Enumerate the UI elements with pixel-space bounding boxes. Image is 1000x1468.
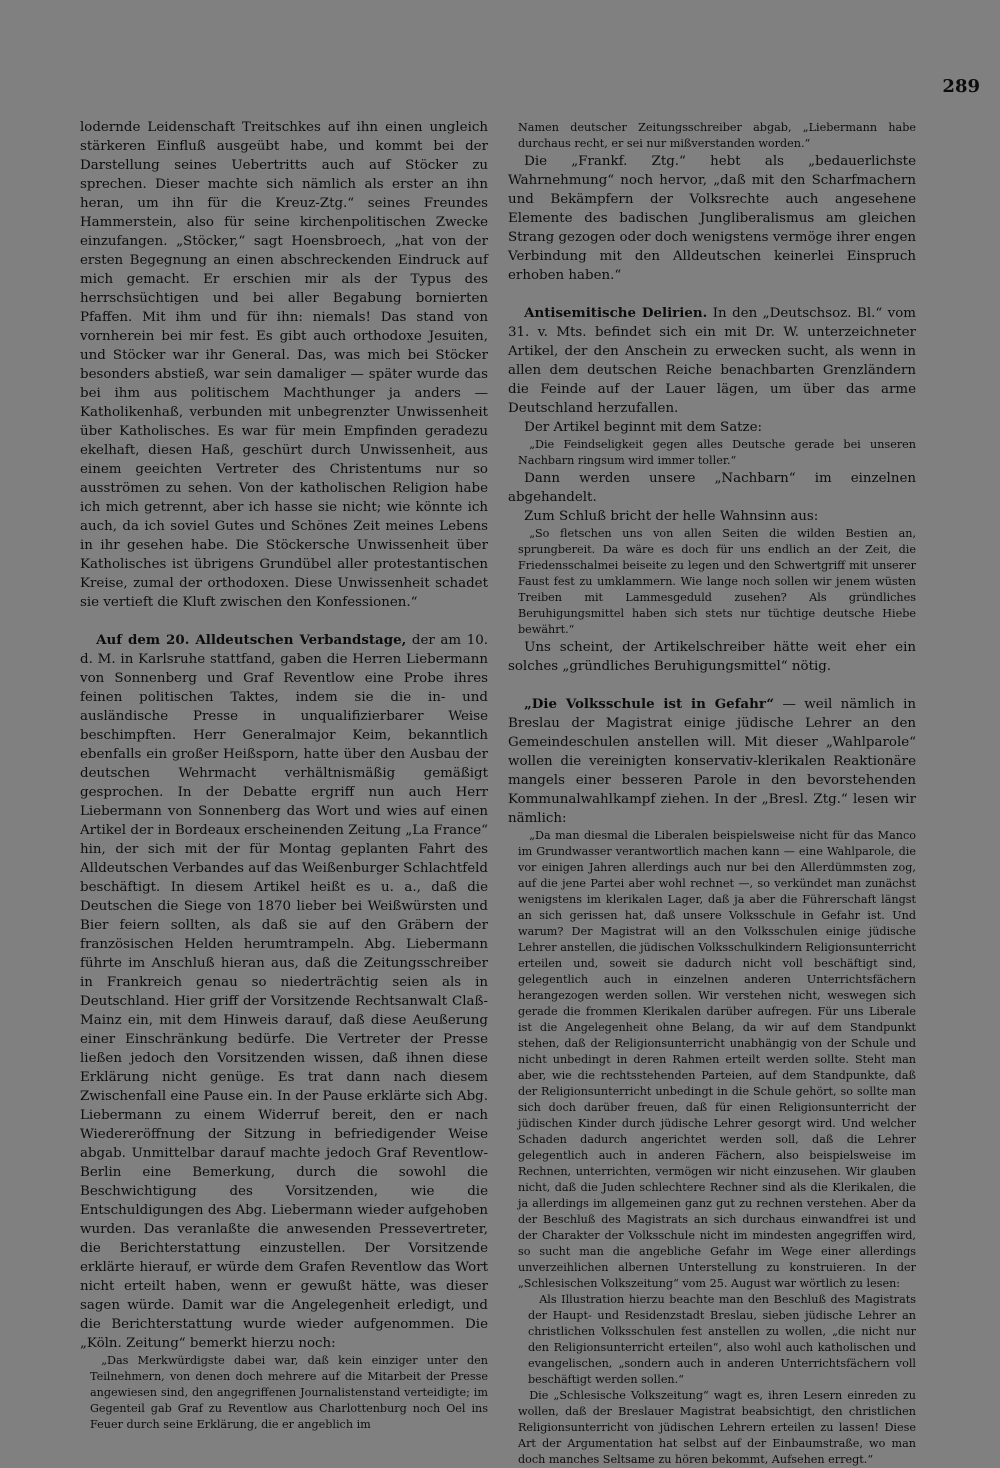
quote-koeln-zeitung: „Das Merkwürdigste dabei war, daß kein einziger unter den Teilnehmern, von denen doch mehrere auf die Mitarbeit der Presse angewiesen sind, den angegriffenen Journalistenstand verteidigte; im Gegenteil gab Graf zu Reventlow aus Charlottenburg noch Oel ins Feuer durch seine Erklärung, die er angeblich im	[90, 1354, 492, 1431]
paragraph-beruhigungsmittel: Uns scheint, der Artikelschreiber hätte weit eher ein solches „gründliches Beruhigungsmittel“ nötig.	[508, 640, 921, 674]
paragraph-hoensbroech: lodernde Leidenschaft Treitschkes auf ihn einen ungleich stärkeren Einfluß ausgeübt habe, und kommt bei der Darstellung seines Uebertritts auch auf Stöcker zu sprechen. Dieser machte sich nämlich als erster an ihn heran, um ihn für die Kreuz-Ztg.“ seines Freundes Hammerstein, also für seine kirchenpolitischen Zwecke einzufangen. „Stöcker,“ sagt Hoensbroech, „hat von der ersten Begegnung an einen abschreckenden Eindruck auf mich gemacht. Er erschien mir als der Typus des herrschsüchtigen und bei aller Begabung bornierten Pfaffen. Mit ihm und für ihn: niemals! Das stand von vornherein bei mir fest. Es gibt auch orthodoxe Jesuiten, und Stöcker war ihr General. Das, was mich bei Stöcker besonders abstieß, war sein damaliger — später wurde das bei ihm aus politischem Machthunger ja anders — Katholikenhaß, verbunden mit unbegrenzter Unwissenheit über Katholisches. Es war für mein Empfinden geradezu ekelhaft, diesen Haß, geschürt durch Unwissenheit, aus einem geeichten Vertreter des Christentums nur so ausströmen zu sehen. Von der katholischen Religion habe ich mich getrennt, aber ich hasse sie nicht; wie könnte ich auch, da ich soviel Gutes und Schönes Zeit meines Lebens in ihr gesehen habe. Die Stöckersche Unwissenheit über Katholisches ist übrigens Grundübel aller protestantischen Kreise, zumal der orthodoxen. Diese Unwissenheit schadet sie vertieft die Kluft zwischen den Konfessionen.“	[80, 120, 493, 610]
quote-feindseligkeit: „Die Feindseligkeit gegen alles Deutsche gerade bei unseren Nachbarn ringsum wird immer toller.“	[518, 438, 920, 467]
paragraph-zum-schluss: Zum Schluß bricht der helle Wahnsinn aus:	[524, 509, 819, 524]
paragraph-alldeutscher-verbandstag	[80, 631, 493, 1353]
paragraph-gap	[80, 612, 488, 631]
paragraph-nachbarn: Dann werden unsere „Nachbarn“ im einzelnen abgehandelt.	[508, 471, 921, 505]
quote-bresl-ztg-end: Die „Schlesische Volkszeitung“ wagt es, ihren Lesern einreden zu wollen, daß der Breslauer Magistrat beabsichtigt, den christlichen Religionsunterricht von jüdischen Lehrern erteilen zu lassen! Diese Art der Argumentation hat selbst auf der Einbaumstraße, wo man doch manches Seltsame zu hören bekommt, Aufsehen erregt.“	[518, 1389, 920, 1466]
section-heading: Auf dem 20. Alldeutschen Verbandstage,	[96, 632, 407, 648]
section-heading: Antisemitische Delirien.	[524, 305, 708, 321]
page-number: 289	[942, 76, 980, 97]
paragraph-gap	[508, 676, 916, 695]
right-column	[508, 120, 921, 1466]
paragraph-frankf-ztg: Die „Frankf. Ztg.“ hebt als „bedauerlichste Wahrnehmung“ noch hervor, „daß mit den Scharfmachern und Bekämpfern der Volksrechte auch angesehene Elemente des badischen Jungliberalismus am gleichen Strang gezogen oder doch wenigstens vermöge ihrer engen Verbindung mit den Alldeutschen keinerlei Einspruch erhoben haben.“	[508, 154, 921, 283]
paragraph-body: In den „Deutschsoz. Bl.“ vom 31. v. Mts. befindet sich ein mit Dr. W. unterzeichneter Artikel, der den Anschein zu erwecken sucht, als wenn in allen dem deutschen Reiche benachbarten Grenzländern die Feinde auf der Lauer lägen, um über das arme Deutschland herzufallen.	[508, 306, 921, 416]
left-column	[80, 118, 493, 1431]
paragraph-gap	[508, 285, 916, 304]
quote-koeln-zeitung-cont: Namen deutscher Zeitungsschreiber abgab, „Liebermann habe durchaus recht, er sei nur mißverstanden worden.“	[518, 121, 920, 150]
paragraph-volksschule	[508, 695, 921, 828]
paragraph-antisemitische-delirien	[508, 304, 921, 418]
paragraph-body: — weil nämlich in Breslau der Magistrat einige jüdische Lehrer an den Gemeindeschulen anstellen will. Mit dieser „Wahlparole“ wollen die vereinigten konservativ-klerikalen Reaktionäre mangels einer besseren Parole in den bevorstehenden Kommunalwahlkampf ziehen. In der „Bresl. Ztg.“ lesen wir nämlich:	[508, 697, 921, 826]
paragraph-artikel-beginnt: Der Artikel beginnt mit dem Satze:	[524, 420, 763, 435]
quote-schlesische-volkszeitung: Als Illustration hierzu beachte man den Beschluß des Magistrats der Haupt- und Residenzstadt Breslau, sieben jüdische Lehrer an christlichen Volksschulen fest anstellen zu wollen, „die nicht nur den Religionsunterricht erteilen“, also wohl auch katholischen und evangelischen, „sondern auch in anderen Unterrichtsfächern voll beschäftigt werden sollen.“	[528, 1293, 920, 1386]
paragraph-body: der am 10. d. M. in Karlsruhe stattfand, gaben die Herren Liebermann von Sonnenberg und Graf Reventlow eine Probe ihres feinen politischen Taktes, indem sie die in- und ausländische Presse in unqualifizierbarer Weise beschimpften. Herr Generalmajor Keim, bekanntlich ebenfalls ein großer Heißsporn, hatte über den Ausbau der deutschen Wehrmacht verhältnismäßig gemäßigt gesprochen. In der Debatte ergriff nun auch Herr Liebermann von Sonnenberg das Wort und wies auf einen Artikel der in Bordeaux erscheinenden Zeitung „La France“ hin, der sich mit der für Montag geplanten Fahrt des Alldeutschen Verbandes auf das Weißenburger Schlachtfeld beschäftigt. In diesem Artikel heißt es u. a., daß die Deutschen die Siege von 1870 lieber bei Weißwürsten und Bier feiern sollten, als daß sie auf den Gräbern der französischen Helden herumtrampeln. Abg. Liebermann führte im Anschluß hieran aus, daß die Zeitungsschreiber in Frankreich genau so niederträchtig seien als in Deutschland. Hier griff der Vorsitzende Rechtsanwalt Claß-Mainz ein, mit dem Hinweis darauf, daß diese Aeußerung einer Einschränkung bedürfe. Die Vertreter der Presse ließen jedoch den Vorsitzenden wissen, daß ihnen diese Erklärung nicht genüge. Es trat dann nach diesem Zwischenfall eine Pause ein. In der Pause erklärte sich Abg. Liebermann zu einem Widerruf bereit, den er nach Wiedereröffnung der Sitzung in befriedigender Weise abgab. Unmittelbar darauf machte jedoch Graf Reventlow-Berlin eine Bemerkung, durch die sowohl die Beschwichtigung des Vorsitzenden, wie die Entschuldigungen des Abg. Liebermann wieder aufgehoben wurden. Das veranlaßte die anwesenden Pressevertreter, die Berichterstattung einzustellen. Der Vorsitzende erklärte hierauf, er würde dem Grafen Reventlow das Wort nicht erteilt haben, wenn er gewußt hätte, was dieser sagen würde. Damit war die Angelegenheit erledigt, und die Berichterstattung wurde wieder aufgenommen. Die „Köln. Zeitung“ bemerkt hierzu noch:	[80, 633, 493, 1351]
quote-bresl-ztg: „Da man diesmal die Liberalen beispielsweise nicht für das Manco im Grundwasser verantwortlich machen kann — eine Wahlparole, die vor einigen Jahren allerdings auch nur bei den Allerdümmsten zog, auf die jene Partei aber wohl rechnet —, so verkündet man zunächst wenigstens im klerikalen Lager, daß ja aber die Führerschaft längst an sich gerissen hat, daß unsere Volksschule in Gefahr ist. Und warum? Der Magistrat will an den Volksschulen einige jüdische Lehrer anstellen, die jüdischen Volksschulkindern Religionsunterricht erteilen und, soweit sie dadurch nicht voll beschäftigt sind, gelegentlich auch in einzelnen anderen Unterrichtsfächern herangezogen werden sollen. Wir verstehen nicht, weswegen sich gerade die frommen Klerikalen darüber aufregen. Für uns Liberale ist die Angelegenheit ohne Belang, da wir auf dem Standpunkt stehen, daß der Religionsunterricht unabhängig von der Schule und nicht unbedingt in deren Rahmen erteilt werden sollte. Steht man aber, wie die rechtsstehenden Parteien, auf dem Standpunkte, daß der Religionsunterricht unbedingt in die Schule gehört, so sollte man sich doch darüber freuen, daß für einen Religionsunterricht der jüdischen Kinder durch jüdische Lehrer gesorgt wird. Und welcher Schaden dadurch angerichtet werden soll, daß die Lehrer gelegentlich auch in anderen Fächern, also beispielsweise im Rechnen, unterrichten, vermögen wir nicht einzusehen. Wir glauben nicht, daß die Juden schlechtere Rechner sind als die Klerikalen, die ja allerdings im allgemeinen ganz gut zu rechnen verstehen. Aber da der Beschluß des Magistrats an sich durchaus einwandfrei ist und der Charakter der Volksschule nicht im mindesten angegriffen wird, so sucht man die angebliche Gefahr im Wege einer allerdings unverzeihlichen albernen Unterstellung zu konstruieren. In der „Schlesischen Volkszeitung“ vom 25. August war wörtlich zu lesen:	[518, 829, 920, 1290]
section-heading: „Die Volksschule ist in Gefahr“	[524, 696, 775, 712]
quote-bestien: „So fletschen uns von allen Seiten die wilden Bestien an, sprungbereit. Da wäre es doch für uns endlich an der Zeit, die Friedensschalmei beiseite zu legen und den Schwertgriff mit unserer Faust fest zu umklammern. Wie lange noch sollen wir jenem wüsten Treiben mit Lammesgeduld zusehen? Als gründliches Beruhigungsmittel haben sich stets nur tüchtige deutsche Hiebe bewährt.“	[518, 527, 920, 636]
